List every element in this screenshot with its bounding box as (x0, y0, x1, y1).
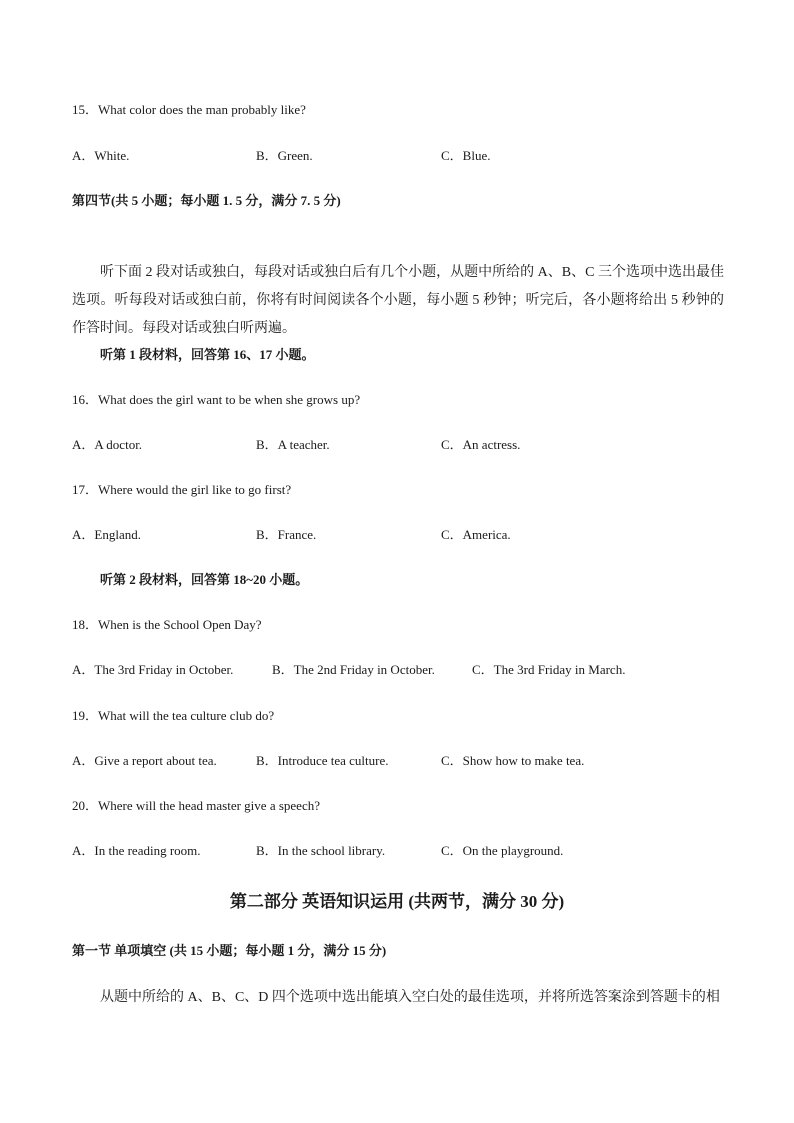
q18-option-c: C．The 3rd Friday in March. (472, 662, 626, 677)
material-2-heading: 听第 2 段材料，回答第 18~20 小题。 (100, 572, 309, 587)
q16-option-c: C．An actress. (441, 437, 521, 452)
q19-option-a: A．Give a report about tea. (72, 753, 217, 768)
question-18: 18．When is the School Open Day? (72, 617, 262, 632)
part-2-title: 第二部分 英语知识运用 (共两节，满分 30 分) (229, 892, 565, 911)
question-15: 15．What color does the man probably like? (72, 102, 306, 117)
part-2-section-1-instructions: 从题中所给的 A、B、C、D 四个选项中选出能填入空白处的最佳选项，并将所选答案涂到答题卡的相 (100, 990, 720, 1005)
q17-option-c: C．America. (441, 527, 511, 542)
q15-option-c: C．Blue. (441, 148, 491, 163)
q18-option-b: B．The 2nd Friday in October. (272, 662, 435, 677)
question-16: 16．What does the girl want to be when she grows up? (72, 392, 361, 407)
part-2-section-1-heading: 第一节 单项填空 (共 15 小题；每小题 1 分，满分 15 分) (72, 943, 387, 958)
q17-option-b: B．France. (256, 527, 317, 542)
q16-option-a: A．A doctor. (72, 437, 143, 452)
q15-option-b: B．Green. (256, 148, 313, 163)
q20-option-c: C．On the playground. (441, 843, 564, 858)
q19-option-b: B．Introduce tea culture. (256, 753, 389, 768)
q19-option-c: C．Show how to make tea. (441, 753, 585, 768)
material-1-heading: 听第 1 段材料，回答第 16、17 小题。 (100, 347, 315, 362)
question-17: 17．Where would the girl like to go first? (72, 482, 292, 497)
section-4-instructions: 听下面 2 段对话或独白，每段对话或独白后有几个小题，从题中所给的 A、B、C 三个选项中选出最佳选项。听每段对话或独白前，你将有时间阅读各个小题，每小题 5 秒钟；听完后，各小题将给出 5 秒钟的作答时间。每段对话或独白听两遍。 (72, 265, 724, 336)
question-20: 20．Where will the head master give a speech? (72, 798, 320, 813)
question-19: 19．What will the tea culture club do? (72, 708, 275, 723)
q18-option-a: A．The 3rd Friday in October. (72, 662, 234, 677)
q15-option-a: A．White. (72, 148, 130, 163)
section-4-heading: 第四节(共 5 小题；每小题 1. 5 分，满分 7. 5 分) (72, 193, 341, 208)
q16-option-b: B．A teacher. (256, 437, 330, 452)
q20-option-a: A．In the reading room. (72, 843, 201, 858)
q20-option-b: B．In the school library. (256, 843, 386, 858)
q17-option-a: A．England. (72, 527, 141, 542)
